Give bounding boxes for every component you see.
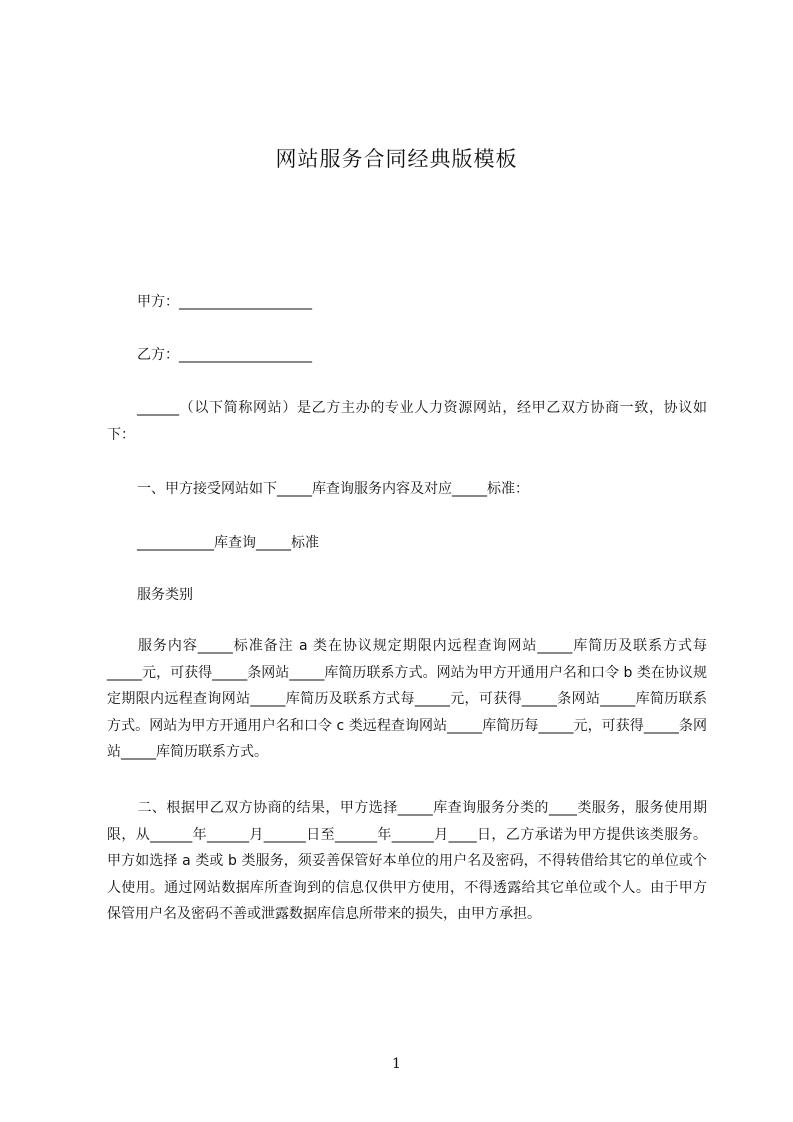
document-title: 网站服务合同经典版模板 [275,147,518,171]
service-content-text: 服务内容_____标准备注 a 类在协议规定期限内远程查询网站_____库简历及联系方式每_____元，可获得_____条网站_____库简历联系方式。网站为甲方开通用户名和口令 b 类在协议规定期限内远程查询网站_____库简历及联系方式每_____元，可获得_____条网站_____库简历联系方式。网站为甲方开通用户名和口令 c 类远程查询网站_____库简历每_____元，可获得_____条网站_____库简历联系方式。 [107,638,707,760]
clause-1-heading: 一、甲方接受网站如下_____库查询服务内容及对应_____标准： [137,481,529,497]
party-b-line: 乙方：___________________ [137,347,312,363]
clause-2-paragraph [107,795,707,928]
service-content-paragraph [107,633,707,766]
intro-paragraph [107,395,707,448]
standard-line: ___________库查询_____标准 [137,535,319,551]
page-number: 1 [392,1056,401,1072]
clause-2-text: 二、根据甲乙双方协商的结果，甲方选择_____库查询服务分类的____类服务，服务使用期限，从______年______月______日至______年______月____日，乙方承诺为甲方提供该类服务。甲方如选择 a 类或 b 类服务，须妥善保管好本单位的用户名及密码，不得转借给其它的单位或个人使用。通过网站数据库所查询到的信息仅供甲方使用，不得透露给其它单位或个人。由于甲方保管用户名及密码不善或泄露数据库信息所带来的损失，由甲方承担。 [107,800,707,922]
intro-text: ______（以下简称网站）是乙方主办的专业人力资源网站，经甲乙双方协商一致，协议如下： [107,400,707,443]
service-category-label: 服务类别 [137,587,193,603]
party-a-line: 甲方：___________________ [137,294,312,310]
